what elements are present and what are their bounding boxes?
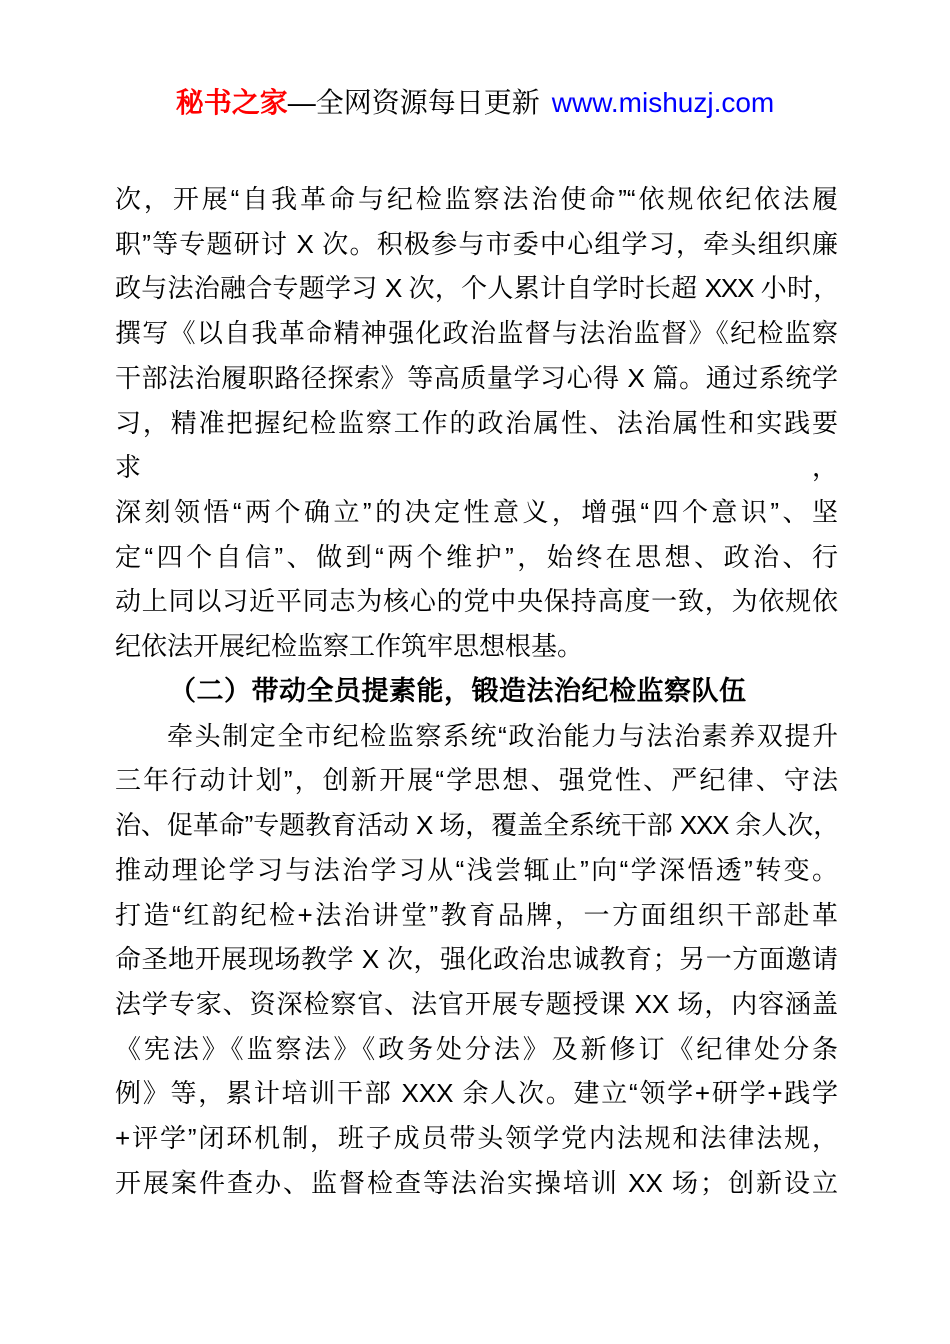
document-line: 定“四个自信”、做到“两个维护”，始终在思想、政治、行 [115, 541, 838, 572]
document-line: 政与法治融合专题学习 X 次，个人累计自学时长超 XXX 小时， [115, 273, 838, 304]
site-url-link[interactable]: www.mishuzj.com [551, 87, 775, 118]
document-line: 三年行动计划”，创新开展“学思想、强党性、严纪律、守法 [115, 765, 838, 796]
document-line: 动上同以习近平同志为核心的党中央保持高度一致，为依规依 [115, 586, 838, 617]
document-line: 打造“红韵纪检+法治讲堂”教育品牌，一方面组织干部赴革 [115, 899, 838, 930]
document-line: +评学”闭环机制，班子成员带头领学党内法规和法律法规， [115, 1123, 838, 1154]
document-line: 治、促革命”专题教育活动 X 场，覆盖全系统干部 XXX 余人次， [115, 810, 838, 841]
document-line: 纪依法开展纪检监察工作筑牢思想根基。 [115, 631, 584, 662]
document-line: 撰写《以自我革命精神强化政治监督与法治监督》《纪检监察 [115, 318, 838, 349]
document-line: 例》等，累计培训干部 XXX 余人次。建立“领学+研学+践学 [115, 1078, 838, 1109]
document-line: 《宪法》《监察法》《政务处分法》及新修订《纪律处分条 [115, 1033, 838, 1064]
document-line: 干部法治履职路径探索》等高质量学习心得 X 篇。通过系统学 [115, 362, 838, 393]
document-line: 职”等专题研讨 X 次。积极参与市委中心组学习，牵头组织廉 [115, 228, 838, 259]
site-logo-text: 秘书之家 [175, 87, 288, 118]
dash-separator: — [287, 87, 316, 118]
document-line: 法学专家、资深检察官、法官开展专题授课 XX 场，内容涵盖 [115, 988, 838, 1019]
document-line: 推动理论学习与法治学习从“浅尝辄止”向“学深悟透”转变。 [115, 854, 838, 885]
section-heading: （二）带动全员提素能，锻造法治纪检监察队伍 [169, 675, 747, 706]
document-line: 次，开展“自我革命与纪检监察法治使命”“依规依纪依法履 [115, 184, 838, 214]
document-line: 习，精准把握纪检监察工作的政治属性、法治属性和实践要求， [115, 407, 838, 483]
site-tagline: 全网资源每日更新 [315, 87, 540, 118]
document-line: 开展案件查办、监督检查等法治实操培训 XX 场；创新设立 [115, 1167, 838, 1198]
document-line: 牵头制定全市纪检监察系统“政治能力与法治素养双提升 [167, 720, 838, 751]
document-line: 命圣地开展现场教学 X 次，强化政治忠诚教育；另一方面邀请 [115, 944, 838, 975]
document-line: 深刻领悟“两个确立”的决定性意义，增强“四个意识”、坚 [115, 497, 838, 528]
site-header [0, 84, 950, 122]
document-body [115, 177, 838, 1206]
